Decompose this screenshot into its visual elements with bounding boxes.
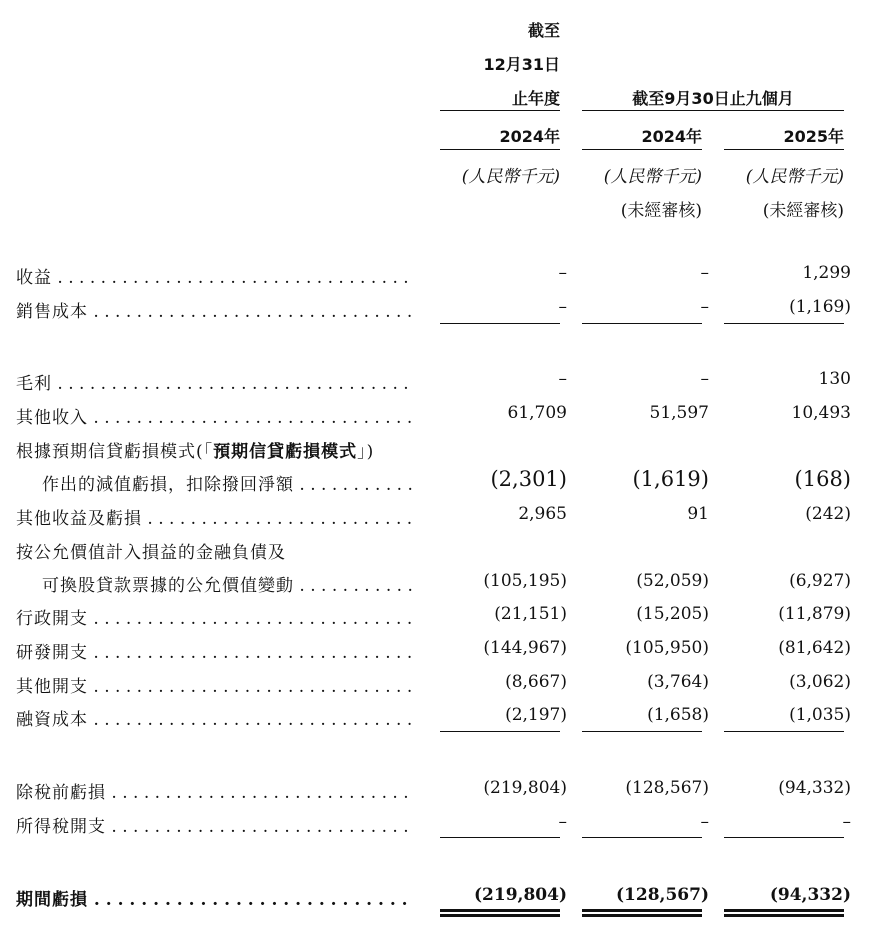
row-label-other-income: 其他收入 . . . xyxy=(16,403,412,428)
subtotal-rule-col2 xyxy=(582,323,702,324)
row-label-income-tax: 所得稅開支 . . . xyxy=(16,812,412,837)
other-exp-2024-fy: (8,667) xyxy=(505,672,567,692)
row-label-other-gains-losses: 其他收益及虧損 . . . xyxy=(16,504,412,529)
row-label-gross-profit: 毛利 . . . xyxy=(16,369,412,394)
rd-2024-9m: (105,950) xyxy=(625,638,709,658)
gross-profit-2025-9m: 130 xyxy=(818,369,851,389)
col1-header-line2: 12月31日 xyxy=(483,55,560,74)
row-label-fv-line2: 可換股貸款票據的公允價值變動 . . . xyxy=(42,571,412,596)
other-gains-2025-9m: (242) xyxy=(805,504,851,524)
total-rule-col2 xyxy=(582,837,702,838)
unit-col2: (人民幣千元) xyxy=(603,167,702,187)
double-underline-col1 xyxy=(440,909,560,917)
ecl-label-prefix: 根據預期信貸虧損模式(「 xyxy=(16,442,214,462)
row-label-admin-expenses: 行政開支 . . . xyxy=(16,604,412,629)
finance-2024-fy: (2,197) xyxy=(505,705,567,725)
double-underline-col2 xyxy=(582,909,702,917)
ecl-2025-9m: (168) xyxy=(794,467,851,491)
rd-2025-9m: (81,642) xyxy=(778,638,851,658)
year-rule-col3 xyxy=(724,149,844,150)
cost-of-sales-2025-9m: (1,169) xyxy=(789,297,851,317)
finance-2024-9m: (1,658) xyxy=(647,705,709,725)
cost-of-sales-2024-9m: – xyxy=(700,297,709,317)
pretax-rule-col3 xyxy=(724,731,844,732)
header-rule-group xyxy=(582,110,844,111)
fv-change-2025-9m: (6,927) xyxy=(789,571,851,591)
row-label-finance-costs: 融資成本 . . . xyxy=(16,705,412,730)
subtotal-rule-col3 xyxy=(724,323,844,324)
other-income-2024-9m: 51,597 xyxy=(649,403,709,423)
admin-2024-9m: (15,205) xyxy=(636,604,709,624)
revenue-2024-9m: – xyxy=(700,263,709,283)
unaudited-col2: (未經審核) xyxy=(620,201,702,221)
cost-of-sales-2024-fy: – xyxy=(558,297,567,317)
lbt-2025-9m: (94,332) xyxy=(778,778,851,798)
year-rule-col1 xyxy=(440,149,560,150)
year-rule-col2 xyxy=(582,149,702,150)
ecl-label-bold-term: 預期信貸虧損模式 xyxy=(213,442,358,462)
unaudited-col3: (未經審核) xyxy=(762,201,844,221)
unit-col1: (人民幣千元) xyxy=(461,167,560,187)
finance-2025-9m: (1,035) xyxy=(789,705,851,725)
unit-col3: (人民幣千元) xyxy=(745,167,844,187)
gross-profit-2024-fy: – xyxy=(558,369,567,389)
other-gains-2024-9m: 91 xyxy=(687,504,709,524)
nine-months-group-header: 截至9月30日止九個月 xyxy=(632,89,794,108)
double-underline-col3 xyxy=(724,909,844,917)
gross-profit-2024-9m: – xyxy=(700,369,709,389)
header-rule-col1 xyxy=(440,110,560,111)
row-label-loss-before-tax: 除稅前虧損 . . . xyxy=(16,778,412,803)
tax-2024-fy: – xyxy=(558,812,567,832)
other-gains-2024-fy: 2,965 xyxy=(518,504,567,524)
subtotal-rule-col1 xyxy=(440,323,560,324)
row-label-cost-of-sales: 銷售成本 . . . xyxy=(16,297,412,322)
fv-change-2024-9m: (52,059) xyxy=(636,571,709,591)
total-rule-col3 xyxy=(724,837,844,838)
row-label-other-expenses: 其他開支 . . . xyxy=(16,672,412,697)
other-exp-2025-9m: (3,062) xyxy=(789,672,851,692)
pretax-rule-col1 xyxy=(440,731,560,732)
year-header-col2: 2024年 xyxy=(641,127,702,146)
lbt-2024-9m: (128,567) xyxy=(625,778,709,798)
col1-header-line3: 止年度 xyxy=(511,89,560,108)
row-label-rd-expenses: 研發開支 . . . xyxy=(16,638,412,663)
admin-2024-fy: (21,151) xyxy=(494,604,567,624)
row-label-fv-line1: 按公允價值計入損益的金融負債及 xyxy=(16,543,286,563)
revenue-2025-9m: 1,299 xyxy=(802,263,851,283)
loss-period-2025-9m: (94,332) xyxy=(769,885,851,905)
loss-period-2024-9m: (128,567) xyxy=(616,885,709,905)
ecl-2024-fy: (2,301) xyxy=(490,467,567,491)
row-label-ecl-line1 xyxy=(16,437,412,462)
col1-header-line1: 截至 xyxy=(527,21,560,40)
pretax-rule-col2 xyxy=(582,731,702,732)
fv-change-2024-fy: (105,195) xyxy=(483,571,567,591)
year-header-col1: 2024年 xyxy=(499,127,560,146)
ecl-label-suffix: 」) xyxy=(357,442,375,462)
loss-period-2024-fy: (219,804) xyxy=(474,885,567,905)
year-header-col3: 2025年 xyxy=(783,127,844,146)
ecl-2024-9m: (1,619) xyxy=(632,467,709,491)
other-income-2024-fy: 61,709 xyxy=(507,403,567,423)
row-label-revenue: 收益 . . . xyxy=(16,263,412,288)
rd-2024-fy: (144,967) xyxy=(483,638,567,658)
total-rule-col1 xyxy=(440,837,560,838)
other-exp-2024-9m: (3,764) xyxy=(647,672,709,692)
row-label-loss-for-period: 期間虧損 . . . xyxy=(16,885,412,910)
tax-2024-9m: – xyxy=(700,812,709,832)
other-income-2025-9m: 10,493 xyxy=(791,403,851,423)
lbt-2024-fy: (219,804) xyxy=(483,778,567,798)
tax-2025-9m: – xyxy=(842,812,851,832)
row-label-ecl-line2: 作出的減值虧損，扣除撥回淨額 . . . xyxy=(42,470,412,495)
revenue-2024-fy: – xyxy=(558,263,567,283)
admin-2025-9m: (11,879) xyxy=(778,604,851,624)
